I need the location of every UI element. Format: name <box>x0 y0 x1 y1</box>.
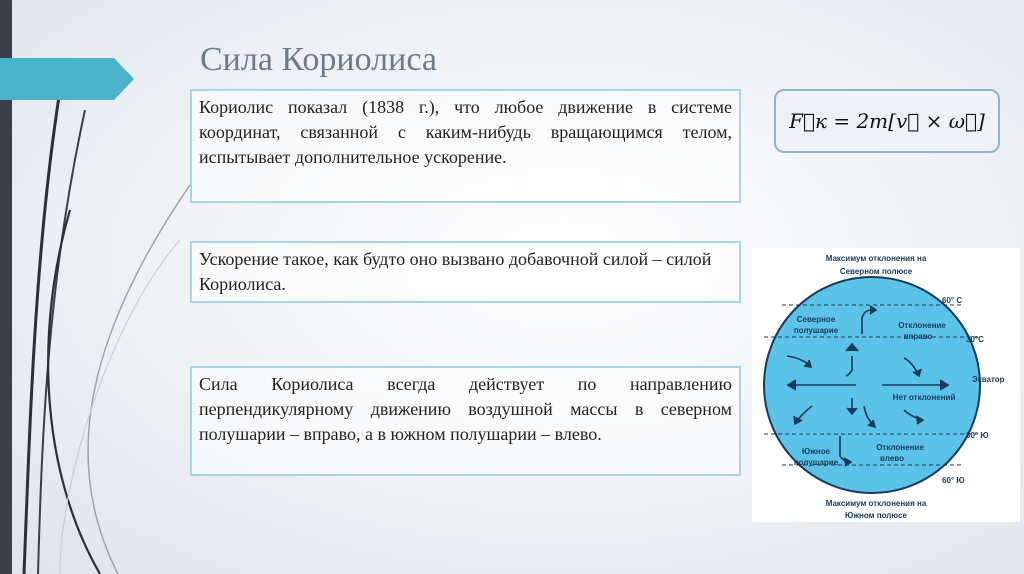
fig-lat-60n: 60° С <box>942 296 963 305</box>
fig-top-label-1: Максимум отклонения на <box>825 254 927 263</box>
fig-lat-30s: 30° Ю <box>966 431 989 440</box>
fig-deflect-left-2: влево <box>880 454 904 463</box>
fig-lat-60s: 60° Ю <box>942 476 965 485</box>
coriolis-globe-figure <box>752 248 1020 522</box>
fig-deflect-left-1: Отклонение <box>876 443 924 452</box>
text-box-force <box>190 241 741 303</box>
formula-box <box>774 89 1000 153</box>
fig-north-hemi-1: Северное <box>796 315 836 324</box>
slide-title: Сила Кориолиса <box>200 40 437 78</box>
fig-bottom-label-1: Максимум отклонения на <box>825 499 927 508</box>
text-box-direction <box>190 366 741 476</box>
accent-arrow-tab <box>0 58 134 100</box>
fig-no-deflection: Нет отклонений <box>892 393 956 402</box>
paragraph-direction: Сила Кориолиса всегда действует по направлению перпендикулярному движению воздушной массы в северном полушарии – вправо, а в южном полушарии – влево. <box>199 374 732 444</box>
fig-south-hemi-1: Южное <box>801 447 831 456</box>
fig-deflect-right-2: вправо <box>903 332 933 341</box>
paragraph-force: Ускорение такое, как будто оно вызвано добавочной силой – силой Кориолиса. <box>199 249 712 294</box>
fig-lat-30n: 30°С <box>966 335 984 344</box>
fig-north-hemi-2: полушарие <box>793 326 839 335</box>
fig-equator: Экватор <box>972 375 1005 384</box>
fig-south-hemi-2: полушарие <box>793 458 839 467</box>
fig-deflect-right-1: Отклонение <box>898 321 946 330</box>
paragraph-definition: Кориолис показал (1838 г.), что любое движение в системе координат, связанной с каким-нибудь вращающимся телом, испытывает дополнительное ускорение. <box>199 97 732 167</box>
fig-bottom-label-2: Южном полюсе <box>845 511 907 520</box>
coriolis-formula: F⃗к = 2m[v⃗ × ω⃗] <box>789 109 985 133</box>
text-box-definition <box>190 89 741 203</box>
fig-top-label-2: Северном полюсе <box>839 267 913 276</box>
